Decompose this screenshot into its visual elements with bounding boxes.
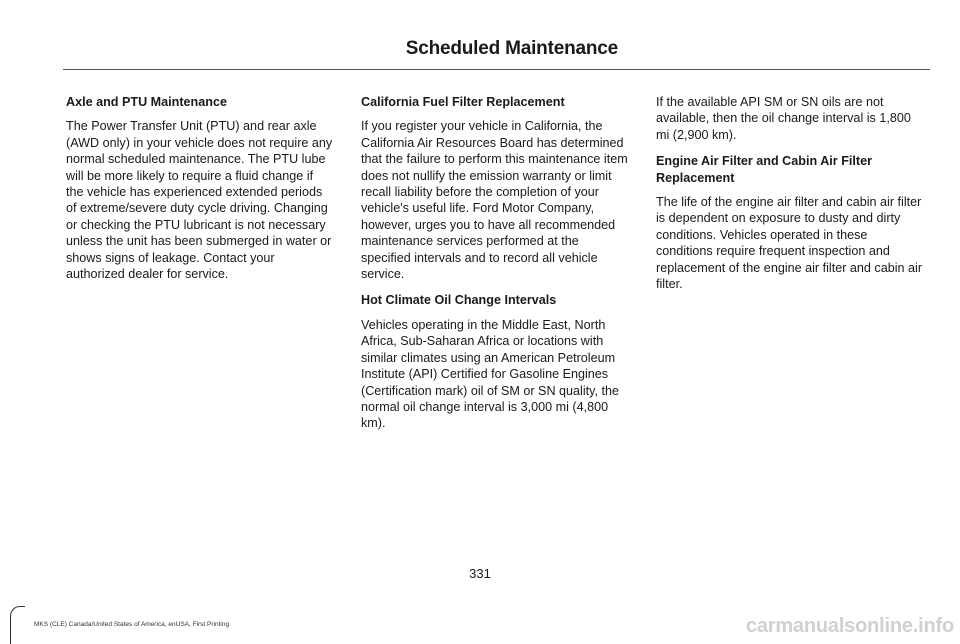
column-2 [361,94,629,442]
section-body-california-fuel-filter: If you register your vehicle in California, the California Air Resources Board has determined that the failure to perform this maintenance item does not nullify the emission warranty or limit recall liability before the completion of your vehicle's useful life. Ford Motor Company, however, urges you to have all recommended maintenance services performed at the specified intervals and to record all vehicle service. [361,119,628,282]
section-heading-hot-climate-oil: Hot Climate Oil Change Intervals [361,293,557,308]
column-1 [66,94,334,292]
watermark: carmanualsonline.info [745,615,954,637]
section-heading-california-fuel-filter: California Fuel Filter Replacement [361,95,565,109]
section-heading-air-filters: Engine Air Filter and Cabin Air Filter Replacement [656,154,872,185]
section-body-air-filters: The life of the engine air filter and cabin air filter is dependent on exposure to dusty and dirty conditions. Vehicles operated in these conditions require frequent inspection and replacement of the engine air filter and cabin air filter. [656,195,923,292]
crop-mark [10,606,25,644]
column-3-intro: If the available API SM or SN oils are not available, then the oil change interval is 1,800 mi (2,900 km). [656,95,911,142]
section-body-axle-ptu: The Power Transfer Unit (PTU) and rear axle (AWD only) in your vehicle does not require any normal scheduled maintenance. The PTU lube will be more likely to require a fluid change if the vehicle has experienced extended periods of extreme/severe duty cycle driving. Changing or checking the PTU lubricant is not necessary unless the unit has been submerged in water or shows signs of leakage. Contact your authorized dealer for service. [66,119,333,282]
section-heading-axle-ptu: Axle and PTU Maintenance [66,95,227,109]
header-divider [63,69,930,70]
column-3 [656,94,924,302]
page-number: 331 [469,566,491,581]
section-body-hot-climate-oil: Vehicles operating in the Middle East, North Africa, Sub-Saharan Africa or locations with similar climates using an American Petroleum Institute (API) Certified for Gasoline Engines (Certification mark) oil of SM or SN quality, the normal oil change interval is 3,000 mi (4,800 km). [361,317,620,431]
page-title: Scheduled Maintenance [405,38,618,59]
print-info: MKS (CLE) Canada/United States of America, enUSA, First Printing [34,621,230,628]
